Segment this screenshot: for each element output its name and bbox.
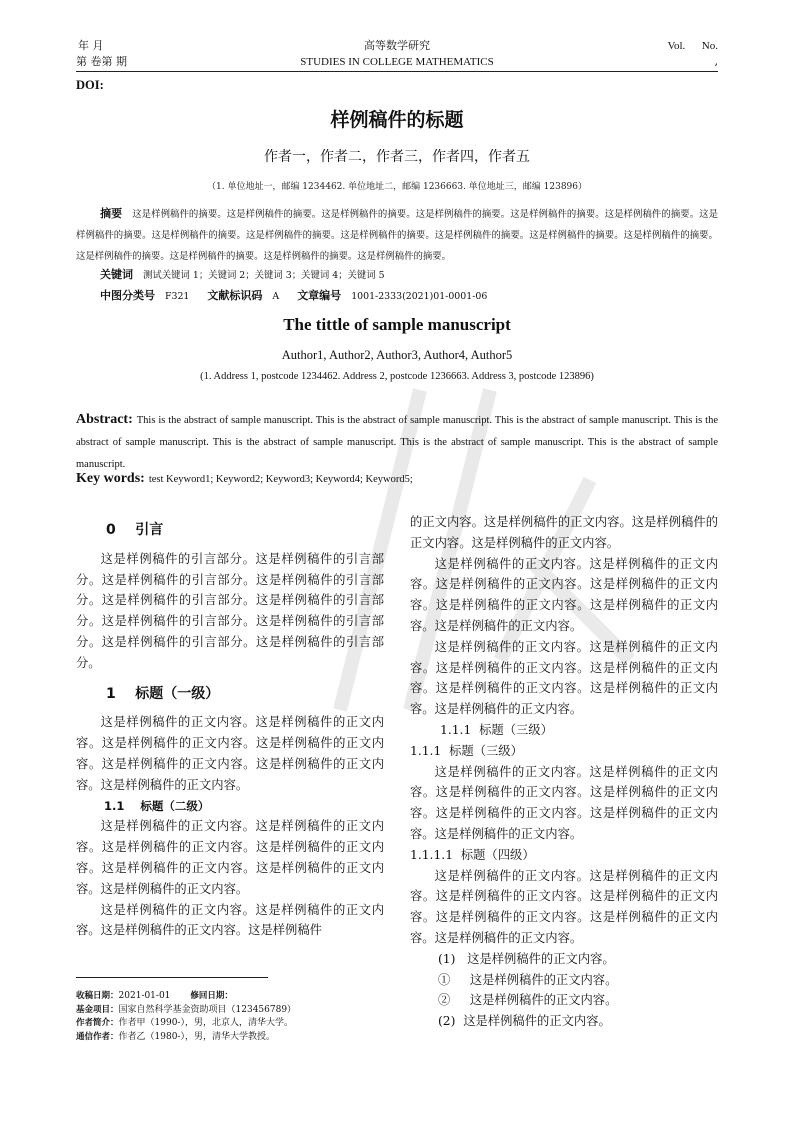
paper-title-en: The tittle of sample manuscript [283,315,511,334]
abstract-en [76,409,718,476]
fund-text: 国家自然科学基金资助项目（123456789） [118,1004,297,1015]
section-1-paragraph: 这是样例稿件的正文内容。这是样例稿件的正文内容。这是样例稿件的正文内容。这是样例稿件的正文内容。这是样例稿件的正文内容。这是样例稿件的正文内容。这是样例稿件的正文内容。 [76,715,384,792]
abstract-cn [76,203,718,267]
authors-cn: 作者一，作者二，作者三，作者四，作者五 [264,149,530,165]
article-no-label: 文章编号 [297,289,342,302]
keywords-text-cn: 测试关键词 1；关键词 2；关键词 3；关键词 4；关键词 5 [143,270,385,281]
received-label: 收稿日期： [76,991,119,1001]
bio-text: 作者甲（1990-），男，北京人，清华大学。 [118,1018,293,1028]
doi-label: DOI: [76,78,104,92]
keywords-cn [100,266,385,282]
intro-paragraph: 这是样例稿件的引言部分。这是样例稿件的引言部分。这是样例稿件的引言部分。这是样例稿件的引言部分。这是样例稿件的引言部分。这是样例稿件的引言部分。这是样例稿件的引言部分。这是样例稿件的引言部分。这是样例稿件的引言部分。这是样例稿件的引言部分。 [76,551,384,670]
clc-label: 中图分类号 [100,289,155,302]
section-1-1-1-paragraph: 这是样例稿件的正文内容。这是样例稿件的正文内容。这是样例稿件的正文内容。这是样例稿件的正文内容。这是样例稿件的正文内容。这是样例稿件的正文内容。这是样例稿件的正文内容。 [410,764,718,841]
section-1-1-paragraph-3: 这是样例稿件的正文内容。这是样例稿件的正文内容。这是样例稿件的正文内容。这是样例稿件的正文内容。这是样例稿件的正文内容。这是样例稿件的正文内容。这是样例稿件的正文内容。 [410,556,718,633]
corr-text: 作者乙（1980-），男，清华大学教授。 [118,1031,275,1042]
header-volume-issue: 第 卷第 期 [76,55,127,68]
list-item: ② 这是样例稿件的正文内容。 [438,993,618,1008]
affiliation-en: (1. Address 1, postcode 1234462. Address 2, postcode 1236663. Address 3, postcode 123896) [200,371,594,382]
paper-title-cn: 样例稿件的标题 [330,109,464,131]
list-item: (1) 这是样例稿件的正文内容。 [438,951,615,966]
section-1-1-1-1-paragraph: 这是样例稿件的正文内容。这是样例稿件的正文内容。这是样例稿件的正文内容。这是样例稿件的正文内容。这是样例稿件的正文内容。这是样例稿件的正文内容。这是样例稿件的正文内容。 [410,868,718,945]
section-heading-1: 1 标题（一级） [106,685,220,702]
clc-value: F321 [165,291,190,302]
footnotes [76,990,296,1044]
journal-name-cn: 高等数学研究 [364,39,430,52]
section-heading-intro: 0 引言 [106,522,164,538]
abstract-label-en: Abstract: [76,412,133,427]
classification-line [100,287,487,303]
section-1-1-paragraph-1: 这是样例稿件的正文内容。这是样例稿件的正文内容。这是样例稿件的正文内容。这是样例稿件的正文内容。这是样例稿件的正文内容。这是样例稿件的正文内容。这是样例稿件的正文内容。 [76,819,384,896]
footnote-bio [76,1017,296,1031]
doc-code-label: 文献标识码 [207,289,263,302]
article-no-value: 1001-2333(2021)01-0001-06 [351,291,488,302]
section-1-1-paragraph-2-continued: 的正文内容。这是样例稿件的正文内容。这是样例稿件的正文内容。这是样例稿件的正文内容。 [410,515,718,550]
abstract-text-cn: 这是样例稿件的摘要。这是样例稿件的摘要。这是样例稿件的摘要。这是样例稿件的摘要。这是样例稿件的摘要。这是样例稿件的摘要。这是样例稿件的摘要。这是样例稿件的摘要。这是样例稿件的摘要。这是样例稿件的摘要。这是样例稿件的摘要。这是样例稿件的摘要。这是样例稿件的摘要。这是样例稿件的摘要。这是样例稿件的摘要。这是样例稿件的摘要。这是样例稿件的摘要。 [76,209,719,262]
heading-level-3: 1.1.1 标题（三级） [410,743,523,758]
abstract-text-en: This is the abstract of sample manuscript. This is the abstract of sample manuscript. This is the abstract of sample manuscript. This is the abstract of sample manuscript. This is the abstract of sample manuscript. This is the abstract of sample manuscript. This is the abstract of sample manuscript. [76,415,718,470]
received-date: 2021-01-01 [118,991,171,1001]
body-left-column [76,520,384,941]
affiliation-cn: （1. 单位地址一，邮编 1234462. 单位地址二，邮编 1236663. 单位地址三，邮编 123896） [207,182,587,192]
header-issue-date: 年 月 [78,39,104,52]
keywords-en [76,471,413,487]
keywords-label-en: Key words: [76,471,145,486]
bio-label: 作者简介： [76,1018,119,1028]
corr-label: 通信作者： [76,1031,119,1042]
abstract-label-cn: 摘要 [100,207,123,220]
doc-code-value: A [272,291,280,302]
section-1-1-paragraph-2: 这是样例稿件的正文内容。这是样例稿件的正文内容。这是样例稿件的正文内容。这是样例稿件 [76,902,384,938]
footnote-fund [76,1004,296,1018]
header-rule [76,71,718,72]
header-vol-no: Vol. No. [667,40,718,52]
section-1-1-paragraph-4: 这是样例稿件的正文内容。这是样例稿件的正文内容。这是样例稿件的正文内容。这是样例稿件的正文内容。这是样例稿件的正文内容。这是样例稿件的正文内容。这是样例稿件的正文内容。 [410,639,718,717]
section-heading-1-1: 1.1 标题（二级） [104,798,210,813]
journal-name-en: STUDIES IN COLLEGE MATHEMATICS [300,56,494,68]
list-item: ① 这是样例稿件的正文内容。 [438,972,618,987]
heading-level-3-indented: 1.1.1 标题（三级） [440,722,553,737]
authors-en: Author1, Author2, Author3, Author4, Author5 [281,348,513,362]
footnote-dates [76,990,296,1004]
body-right-column [410,512,718,1032]
keywords-label-cn: 关键词 [100,268,133,281]
header-comma: , [714,55,718,68]
revised-label: 修回日期： [190,991,233,1001]
footnote-corresponding [76,1031,296,1045]
list-item: (2) 这是样例稿件的正文内容。 [438,1014,611,1029]
keywords-text-en: test Keyword1; Keyword2; Keyword3; Keyword4; Keyword5; [148,474,413,485]
heading-level-4: 1.1.1.1 标题（四级） [410,847,535,862]
fund-label: 基金项目： [76,1004,119,1015]
footnote-rule [76,977,268,978]
